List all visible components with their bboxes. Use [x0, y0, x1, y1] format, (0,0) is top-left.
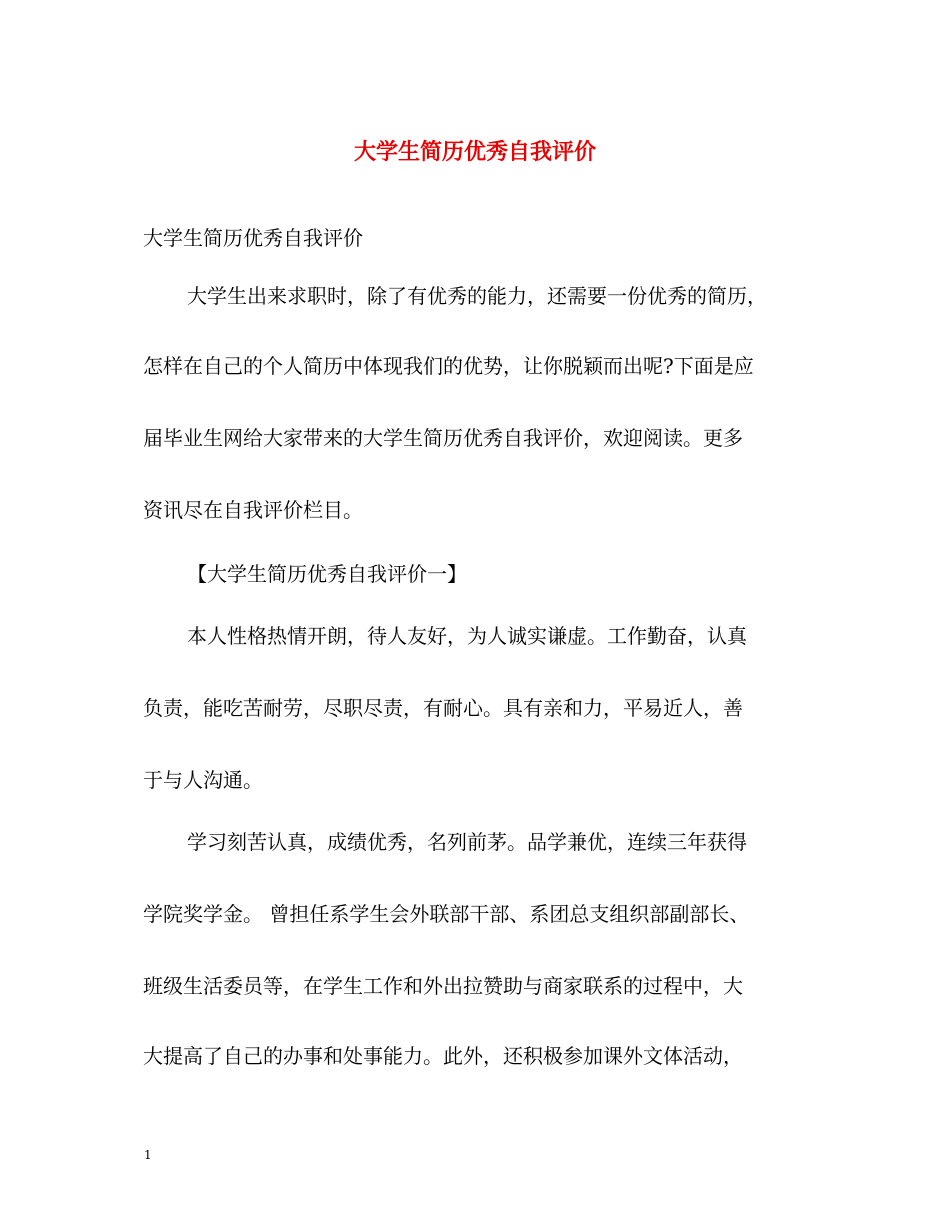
paragraph-line: 负责，能吃苦耐劳，尽职尽责，有耐心。具有亲和力，平易近人，善	[143, 696, 743, 720]
paragraph-line: 大提高了自己的办事和处事能力。此外，还积极参加课外文体活动，	[143, 1044, 743, 1068]
paragraph-line: 大学生出来求职时，除了有优秀的能力，还需要一份优秀的简历，	[187, 284, 767, 308]
page-number: 1	[144, 1148, 152, 1162]
document-title: 大学生简历优秀自我评价	[353, 139, 596, 165]
paragraph-line: 学习刻苦认真，成绩优秀，名列前茅。品学兼优，连续三年获得	[187, 830, 747, 854]
paragraph-line: 本人性格热情开朗，待人友好，为人诚实谦虚。工作勤奋，认真	[187, 624, 747, 648]
paragraph-line: 班级生活委员等，在学生工作和外出拉赞助与商家联系的过程中，大	[143, 974, 743, 998]
paragraph-line: 于与人沟通。	[143, 768, 263, 792]
paragraph-line: 怎样在自己的个人简历中体现我们的优势，让你脱颖而出呢?下面是应	[143, 354, 754, 378]
paragraph-line: 资讯尽在自我评价栏目。	[143, 498, 363, 522]
paragraph-line: 届毕业生网给大家带来的大学生简历优秀自我评价，欢迎阅读。更多	[143, 426, 743, 450]
subsection-heading: 【大学生简历优秀自我评价一】	[187, 562, 467, 586]
section-heading: 大学生简历优秀自我评价	[143, 226, 363, 250]
paragraph-line: 学院奖学金。 曾担任系学生会外联部干部、系团总支组织部副部长、	[143, 902, 750, 926]
